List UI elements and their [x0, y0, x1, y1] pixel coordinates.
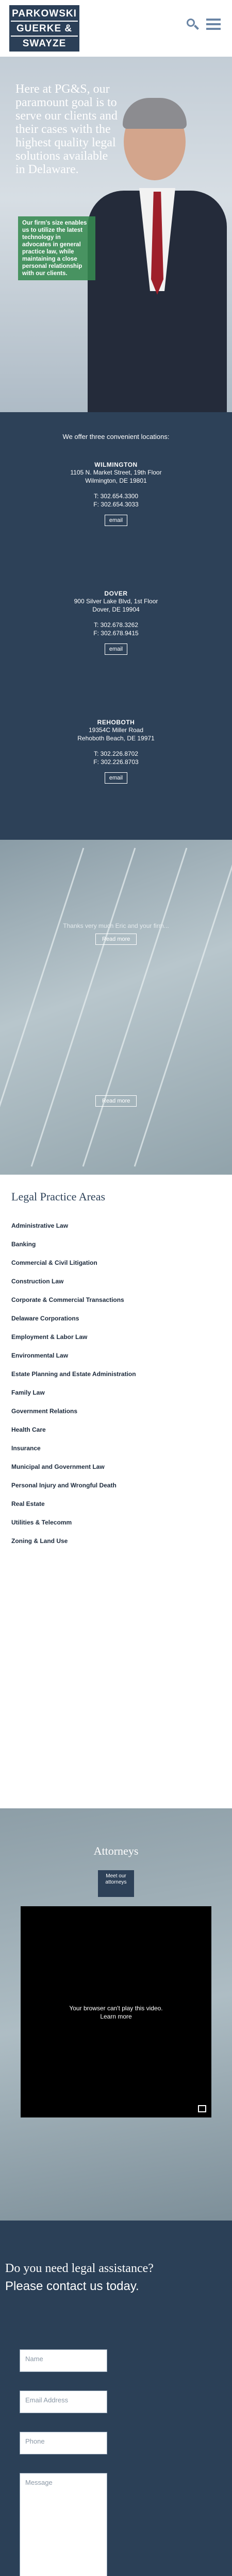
- practice-area-link[interactable]: Estate Planning and Estate Administration: [11, 1370, 136, 1378]
- menu-bar: [206, 28, 221, 30]
- practice-area-link[interactable]: Insurance: [11, 1445, 41, 1452]
- office-name: REHOBOTH: [97, 719, 135, 726]
- menu-bar: [206, 19, 221, 21]
- email-input[interactable]: Email Address: [20, 2391, 107, 2413]
- practice-areas-list: [11, 1221, 228, 1555]
- practice-area-link[interactable]: Corporate & Commercial Transactions: [11, 1296, 124, 1303]
- name-input[interactable]: Name: [20, 2349, 107, 2372]
- practice-area-link[interactable]: Employment & Labor Law: [11, 1333, 88, 1341]
- contact-form-title: Do you need legal assistance?: [5, 2262, 154, 2275]
- office-phone[interactable]: T: 302.678.3262: [93, 621, 139, 629]
- practice-area-link[interactable]: Construction Law: [11, 1278, 64, 1285]
- office-city: Dover, DE 19904: [92, 606, 140, 613]
- hero-intro-text: Here at PG&S, our paramount goal is to serve our clients and their cases with the highest quality legal solutions available in Delaware.: [15, 82, 118, 176]
- phone-input[interactable]: Phone: [20, 2432, 107, 2454]
- practice-area-link[interactable]: Zoning & Land Use: [11, 1537, 68, 1545]
- practice-area-link[interactable]: Banking: [11, 1241, 36, 1248]
- office-dover: [0, 590, 232, 655]
- search-icon[interactable]: [186, 18, 199, 31]
- search-icon-handle: [194, 25, 199, 30]
- office-name: WILMINGTON: [94, 461, 138, 468]
- practice-area-link[interactable]: Utilities & Telecomm: [11, 1519, 72, 1526]
- practice-area-link[interactable]: Health Care: [11, 1426, 46, 1433]
- practice-areas-section: [0, 1175, 232, 1808]
- office-name: DOVER: [104, 590, 128, 597]
- hero-mission-text: Our firm's size enables us to utilize the latest technology in advocates in general practice law, while maintaining a close personal relationship with our clients.: [18, 216, 95, 280]
- practice-area-link[interactable]: Family Law: [11, 1389, 45, 1396]
- hamburger-menu-icon[interactable]: [206, 19, 221, 30]
- office-phone[interactable]: T: 302.226.8702: [93, 750, 139, 757]
- contact-form-section: [0, 2221, 232, 2576]
- read-more-button[interactable]: Read more: [95, 1095, 137, 1107]
- email-button[interactable]: email: [105, 772, 127, 784]
- office-wilmington: [0, 461, 232, 526]
- office-address: 19354C Miller Road: [88, 726, 144, 734]
- logo-line-3: SWAYZE: [11, 36, 78, 50]
- testimonial-quote: Thanks very much Eric and your firm...: [63, 922, 169, 929]
- contact-form-subtitle: Please contact us today.: [5, 2279, 139, 2293]
- video-learn-more-link[interactable]: Learn more: [100, 2013, 132, 2020]
- practice-area-link[interactable]: Environmental Law: [11, 1352, 69, 1359]
- locations-section: [0, 412, 232, 840]
- logo-line-2: GUERKE &: [11, 21, 78, 36]
- practice-area-link[interactable]: Government Relations: [11, 1408, 78, 1415]
- practice-area-link[interactable]: Administrative Law: [11, 1222, 69, 1229]
- practice-areas-title: Legal Practice Areas: [11, 1190, 106, 1203]
- video-error-message: [21, 2004, 211, 2021]
- office-city: Rehoboth Beach, DE 19971: [77, 735, 155, 742]
- read-more-button[interactable]: Read more: [95, 934, 137, 945]
- office-address: 1105 N. Market Street, 19th Floor: [70, 469, 162, 476]
- email-button[interactable]: email: [105, 643, 127, 655]
- logo-line-1: PARKOWSKI: [12, 8, 77, 19]
- attorneys-title: Attorneys: [93, 1844, 139, 1857]
- office-fax: F: 302.226.8703: [93, 758, 139, 766]
- practice-area-link[interactable]: Personal Injury and Wrongful Death: [11, 1482, 117, 1489]
- office-city: Wilmington, DE 19801: [85, 477, 147, 484]
- site-header: [0, 0, 232, 57]
- locations-intro: We offer three convenient locations:: [62, 433, 170, 440]
- office-fax: F: 302.654.3033: [93, 501, 139, 508]
- practice-area-link[interactable]: Commercial & Civil Litigation: [11, 1259, 97, 1266]
- practice-area-link[interactable]: Delaware Corporations: [11, 1315, 79, 1322]
- office-phone[interactable]: T: 302.654.3300: [93, 493, 139, 500]
- office-rehoboth: [0, 719, 232, 784]
- video-error-text: Your browser can't play this video.: [69, 2005, 163, 2012]
- practice-area-link[interactable]: Real Estate: [11, 1500, 45, 1507]
- firm-logo[interactable]: [9, 5, 79, 52]
- testimonial-section: [0, 840, 232, 1175]
- email-button[interactable]: email: [105, 515, 127, 526]
- video-player[interactable]: [21, 1906, 211, 2117]
- message-textarea[interactable]: Message: [20, 2473, 107, 2576]
- office-address: 900 Silver Lake Blvd, 1st Floor: [74, 598, 158, 605]
- attorneys-section: [0, 1808, 232, 2221]
- practice-area-link[interactable]: Municipal and Government Law: [11, 1463, 105, 1470]
- fullscreen-icon[interactable]: [198, 2105, 206, 2112]
- building-background: [0, 840, 232, 1175]
- menu-bar: [206, 23, 221, 25]
- office-fax: F: 302.678.9415: [93, 630, 139, 637]
- meet-attorneys-button[interactable]: Meet our attorneys: [98, 1870, 134, 1897]
- hero-section: [0, 57, 232, 412]
